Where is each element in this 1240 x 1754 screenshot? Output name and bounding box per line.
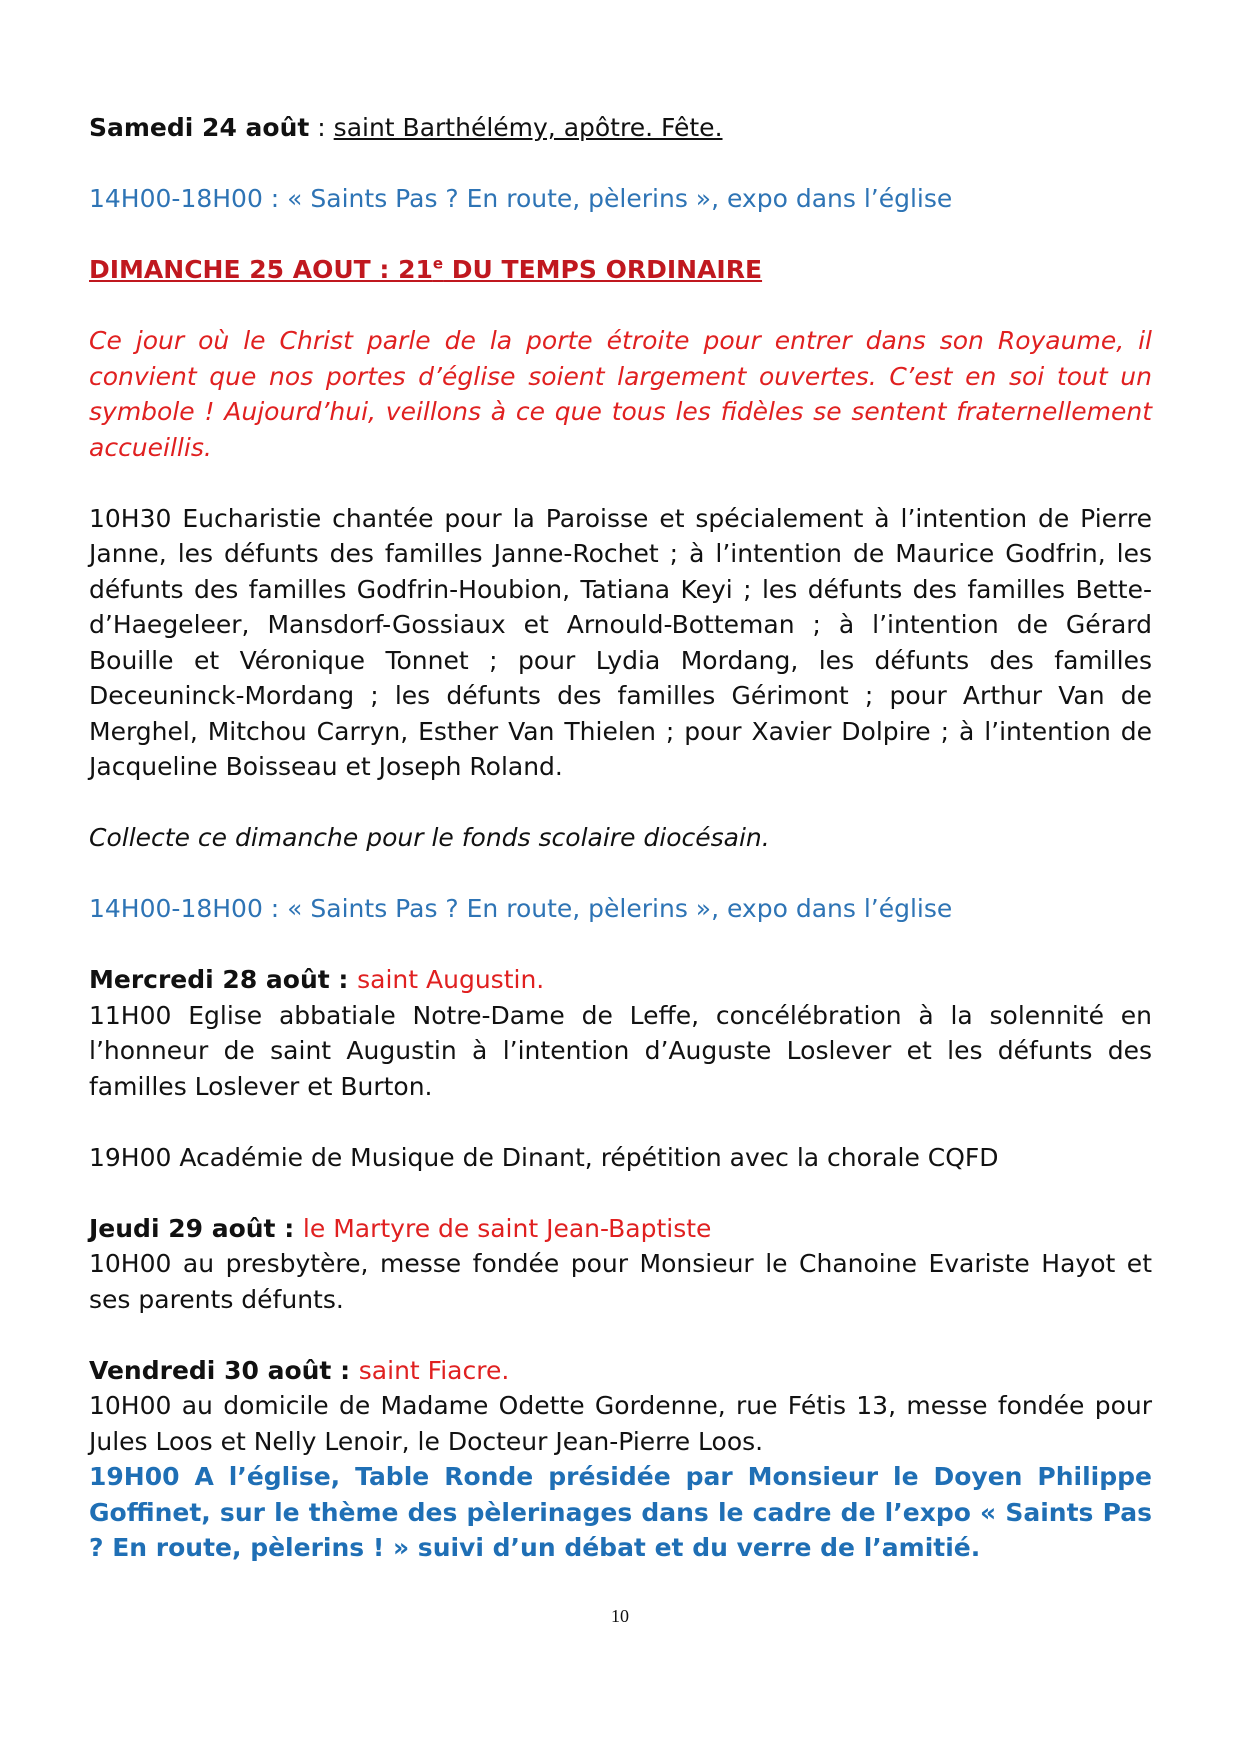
saturday-feast: saint Barthélémy, apôtre. Fête. bbox=[333, 113, 723, 142]
friday-mass: 10H00 au domicile de Madame Odette Gordenne, rue Fétis 13, messe fondée pour Jules Loos et Nelly Lenoir, le Docteur Jean-Pierre Loos. bbox=[89, 1391, 1152, 1456]
friday-saint: saint Fiacre. bbox=[358, 1355, 510, 1385]
wednesday-saint: saint Augustin. bbox=[357, 965, 545, 994]
sunday-mass: 10H30 Eucharistie chantée pour la Paroisse et spécialement à l’intention de Pierre Janne, les défunts des familles Janne-Rochet ; à l’intention de Maurice Godfrin, les défunts des familles Godfrin-Houbion, Tatiana Keyi ; les défunts des familles Bette-d’Haegeleer, Mansdorf-Gossiaux et Arnould-Botteman ; à l’intention de Gérard Bouille et Véronique Tonnet ; pour Lydia Mordang, les défunts des familles Deceuninck-Mordang ; les défunts des familles Gérimont ; pour Arthur Van de Merghel, Mitchou Carryn, Esther Van Thielen ; pour Xavier Dolpire ; à l’intention de Jacqueline Boisseau et Joseph Roland. bbox=[89, 503, 1152, 781]
wednesday-entry bbox=[89, 962, 1152, 998]
sunday-heading-rest: DU TEMPS ORDINAIRE bbox=[443, 255, 763, 284]
sunday-collection: Collecte ce dimanche pour le fonds scolaire diocésain. bbox=[89, 823, 770, 852]
page-number: 10 bbox=[611, 1606, 629, 1626]
wednesday-rehearsal: 19H00 Académie de Musique de Dinant, répétition avec la chorale CQFD bbox=[89, 1142, 999, 1172]
thursday-day: Jeudi 29 août : bbox=[89, 1213, 303, 1243]
sunday-reflection: Ce jour où le Christ parle de la porte étroite pour entrer dans son Royaume, il convient que nos portes d’église soient largement ouvertes. C’est en soi tout un symbole ! Aujourd’hui, veillons à ce que tous les fidèles se sentent fraternellement accueillis. bbox=[89, 326, 1152, 462]
sunday-heading-main: DIMANCHE 25 AOUT : 21 bbox=[89, 255, 433, 284]
friday-entry bbox=[89, 1353, 1152, 1389]
friday-round-table: 19H00 A l’église, Table Ronde présidée par Monsieur le Doyen Philippe Goffinet, sur le thème des pèlerinages dans le cadre de l’expo « Saints Pas ? En route, pèlerins ! » suivi d’un débat et du verre de l’amitié. bbox=[89, 1462, 1152, 1562]
sunday-heading-sup: e bbox=[432, 254, 444, 273]
wednesday-day: Mercredi 28 août : bbox=[89, 965, 358, 994]
thursday-saint: le Martyre de saint Jean-Baptiste bbox=[302, 1213, 712, 1243]
expo-line-2: 14H00-18H00 : « Saints Pas ? En route, pèlerins », expo dans l’église bbox=[89, 894, 953, 923]
saturday-separator: : bbox=[309, 113, 334, 142]
wednesday-mass: 11H00 Eglise abbatiale Notre-Dame de Leffe, concélébration à la solennité en l’honneur de saint Augustin à l’intention d’Auguste Loslever et les défunts des familles Loslever et Burton. bbox=[89, 1000, 1152, 1101]
expo-line-1: 14H00-18H00 : « Saints Pas ? En route, pèlerins », expo dans l’église bbox=[89, 184, 953, 213]
thursday-mass: 10H00 au presbytère, messe fondée pour Monsieur le Chanoine Evariste Hayot et ses parents défunts. bbox=[89, 1249, 1152, 1314]
thursday-entry bbox=[89, 1211, 1152, 1247]
sunday-heading bbox=[89, 252, 1152, 288]
friday-day: Vendredi 30 août : bbox=[89, 1355, 359, 1385]
saturday-day: Samedi 24 août bbox=[89, 113, 310, 142]
saturday-entry bbox=[89, 110, 1152, 146]
